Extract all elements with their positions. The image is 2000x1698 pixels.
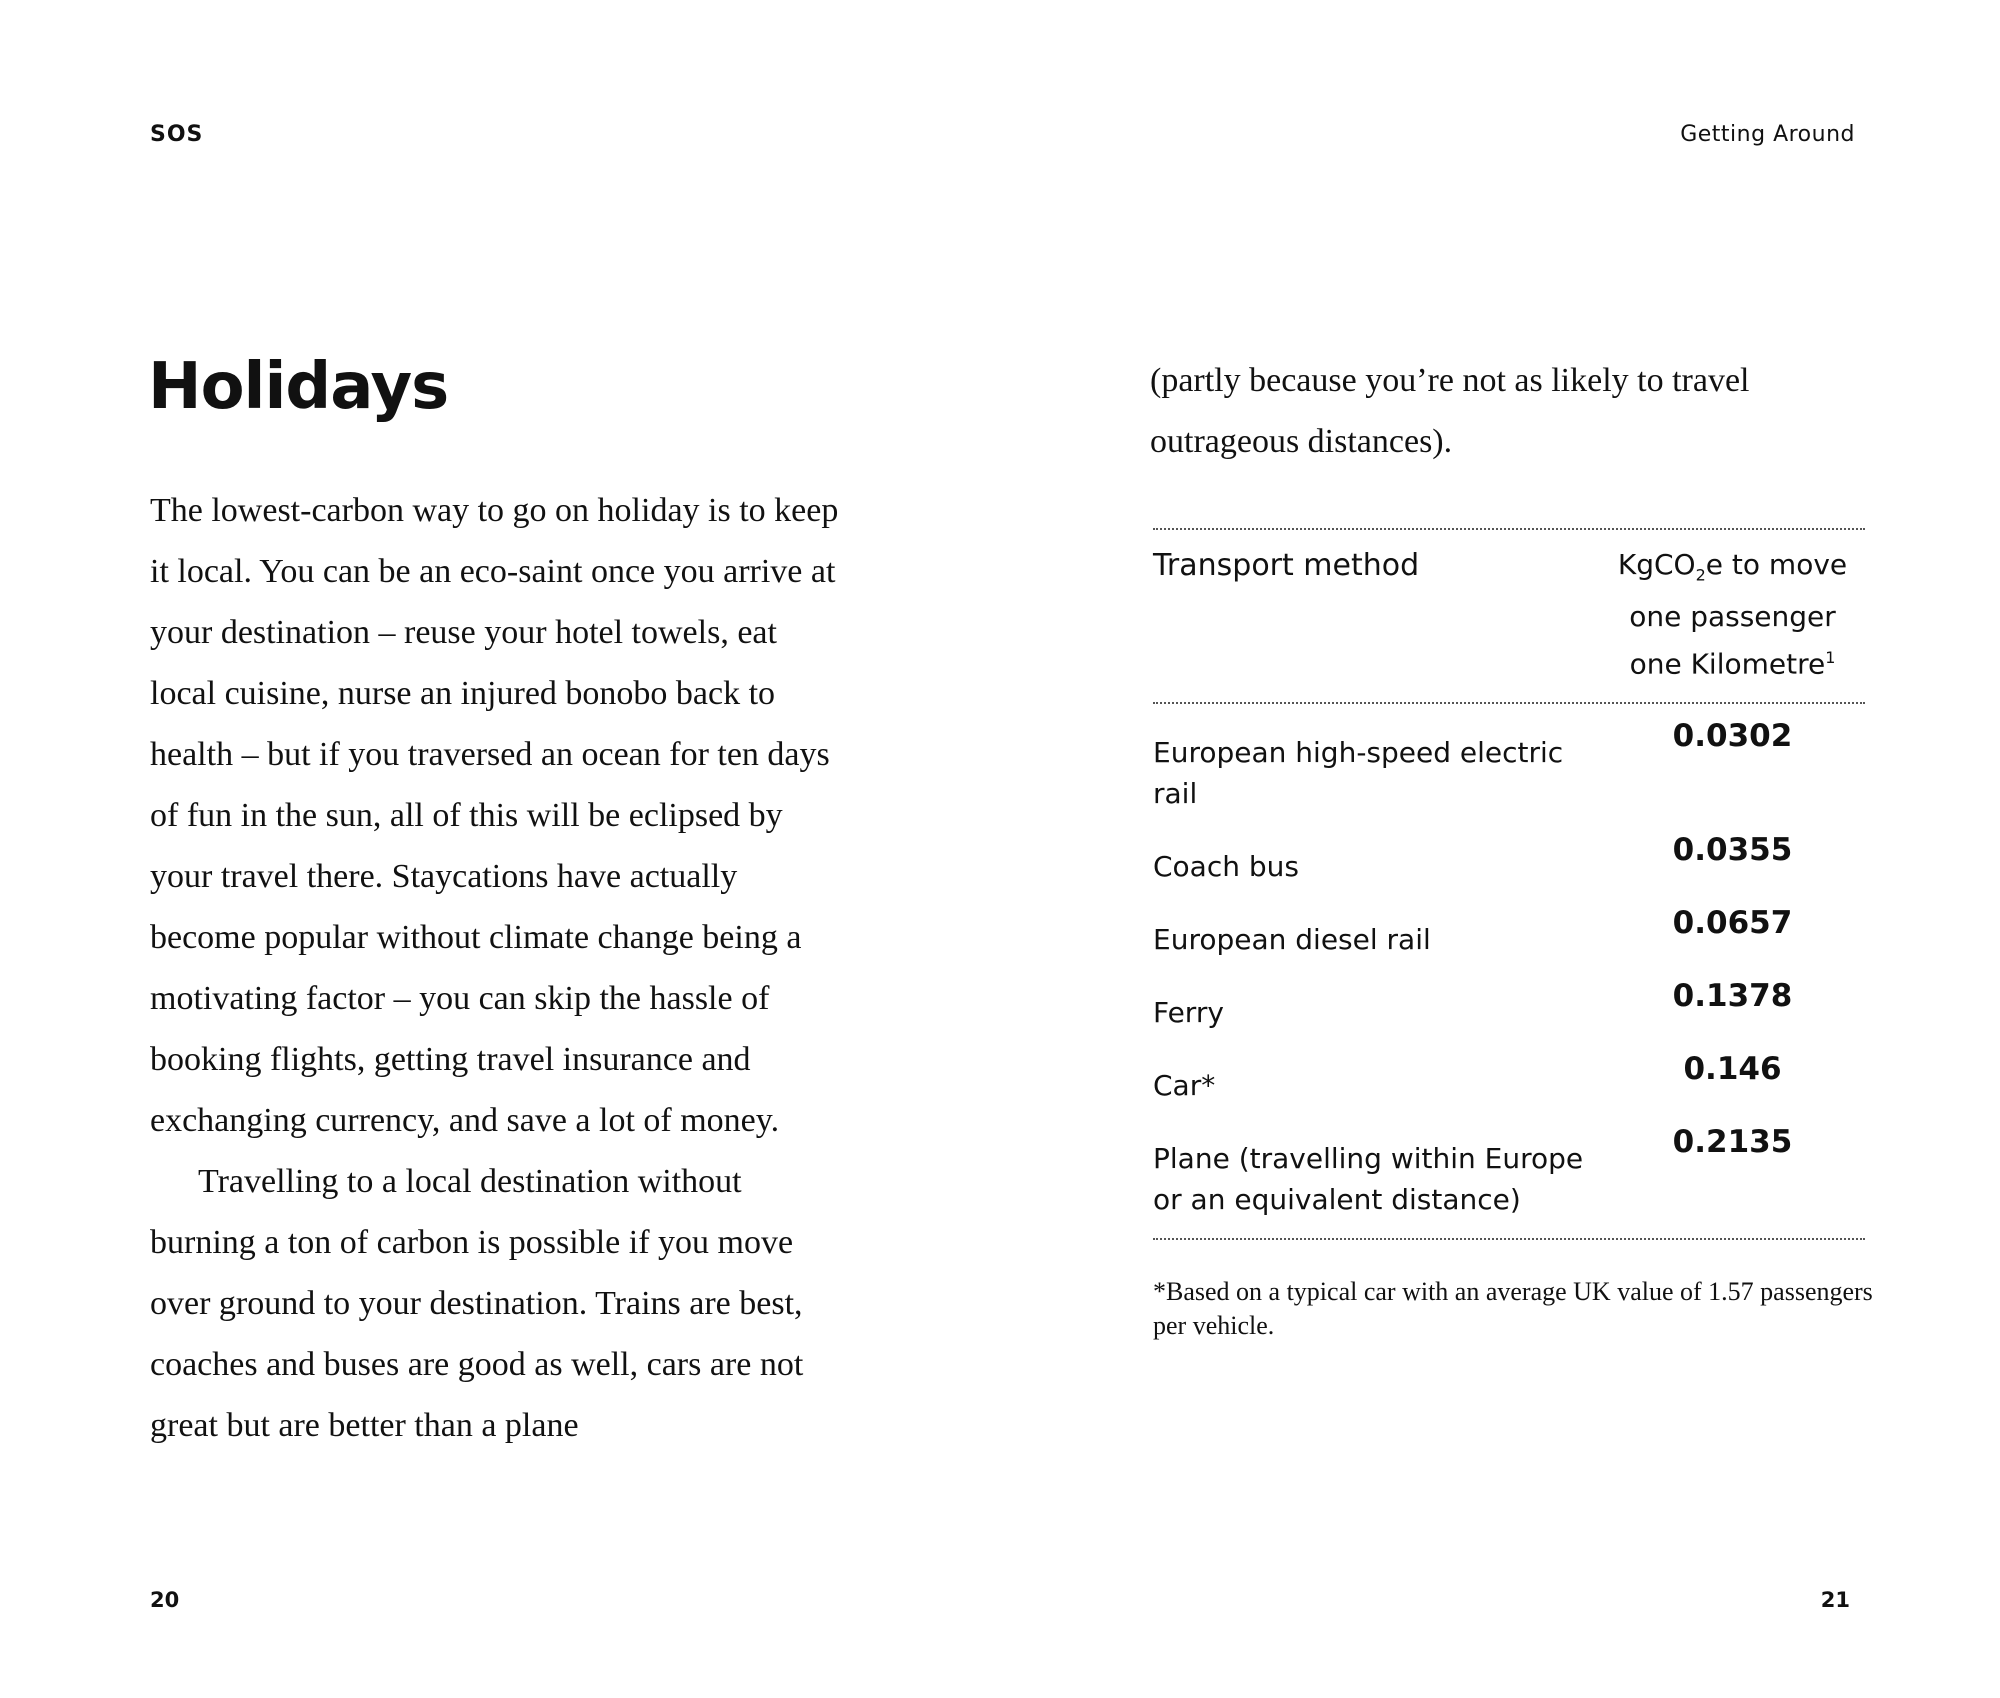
row-method: Plane (travelling within Europe or an equivalent distance) — [1153, 1141, 1584, 1216]
header-value-line1a: KgCO — [1617, 548, 1696, 581]
header-value-line2: one passenger — [1629, 599, 1836, 633]
header-value-sup: 1 — [1825, 647, 1836, 667]
table-body — [1153, 712, 1865, 1238]
header-value-sub: 2 — [1695, 565, 1706, 585]
row-value: 0.0355 — [1672, 831, 1793, 868]
continuation-text — [1150, 350, 1870, 472]
running-head-left: SOS — [150, 122, 204, 147]
body-text-left — [150, 480, 850, 1456]
continuation-paragraph: (partly because you’re not as likely to travel outrageous distances). — [1150, 362, 1750, 460]
table-row — [1153, 1045, 1865, 1106]
header-value-line3: one Kilometre — [1629, 646, 1826, 680]
header-value-line1b: e to move — [1705, 548, 1848, 581]
table-bottom-rule — [1153, 1238, 1865, 1240]
row-value: 0.2135 — [1672, 1123, 1793, 1160]
header-emissions — [1600, 544, 1865, 684]
running-head-right: Getting Around — [1680, 122, 1855, 147]
table-header — [1153, 530, 1865, 702]
page-number-left: 20 — [150, 1588, 180, 1612]
table-footnote: *Based on a typical car with an average UK value of 1.57 passengers per vehicle. — [1153, 1277, 1873, 1340]
paragraph-1: The lowest-carbon way to go on holiday is to keep it local. You can be an eco-saint once you arrive at your destination – reuse your hotel towels, eat local cuisine, nurse an injured bonobo back to health – but if you traversed an ocean for ten days of fun in the sun, all of this will be eclipsed by your travel there. Staycations have actually become popular without climate change being a motivating factor – you can skip the hassle of booking flights, getting travel insurance and exchanging currency, and save a lot of money. — [150, 492, 839, 1139]
paragraph-2: Travelling to a local destination without burning a ton of carbon is possible if you move over ground to your destination. Trains are best, coaches and buses are good as well, cars are not great but are better than a plane — [150, 1163, 804, 1444]
row-value: 0.146 — [1683, 1050, 1782, 1087]
table-row — [1153, 1118, 1865, 1220]
row-method: Coach bus — [1153, 849, 1299, 883]
table-row — [1153, 899, 1865, 960]
row-method: European diesel rail — [1153, 922, 1431, 956]
row-method: Ferry — [1153, 995, 1224, 1029]
right-page — [1000, 0, 2000, 1698]
table-header-rule — [1153, 702, 1865, 704]
table-row — [1153, 826, 1865, 887]
row-method: Car* — [1153, 1068, 1216, 1102]
row-method: European high-speed electric rail — [1153, 735, 1564, 810]
page-number-right: 21 — [1820, 1588, 1850, 1612]
table-row — [1153, 712, 1865, 814]
table-row — [1153, 972, 1865, 1033]
row-value: 0.0657 — [1672, 904, 1793, 941]
row-value: 0.0302 — [1672, 717, 1793, 754]
chapter-title: Holidays — [148, 350, 449, 424]
header-transport-method: Transport method — [1153, 548, 1420, 583]
emissions-table — [1153, 528, 1865, 1240]
row-value: 0.1378 — [1672, 977, 1793, 1014]
